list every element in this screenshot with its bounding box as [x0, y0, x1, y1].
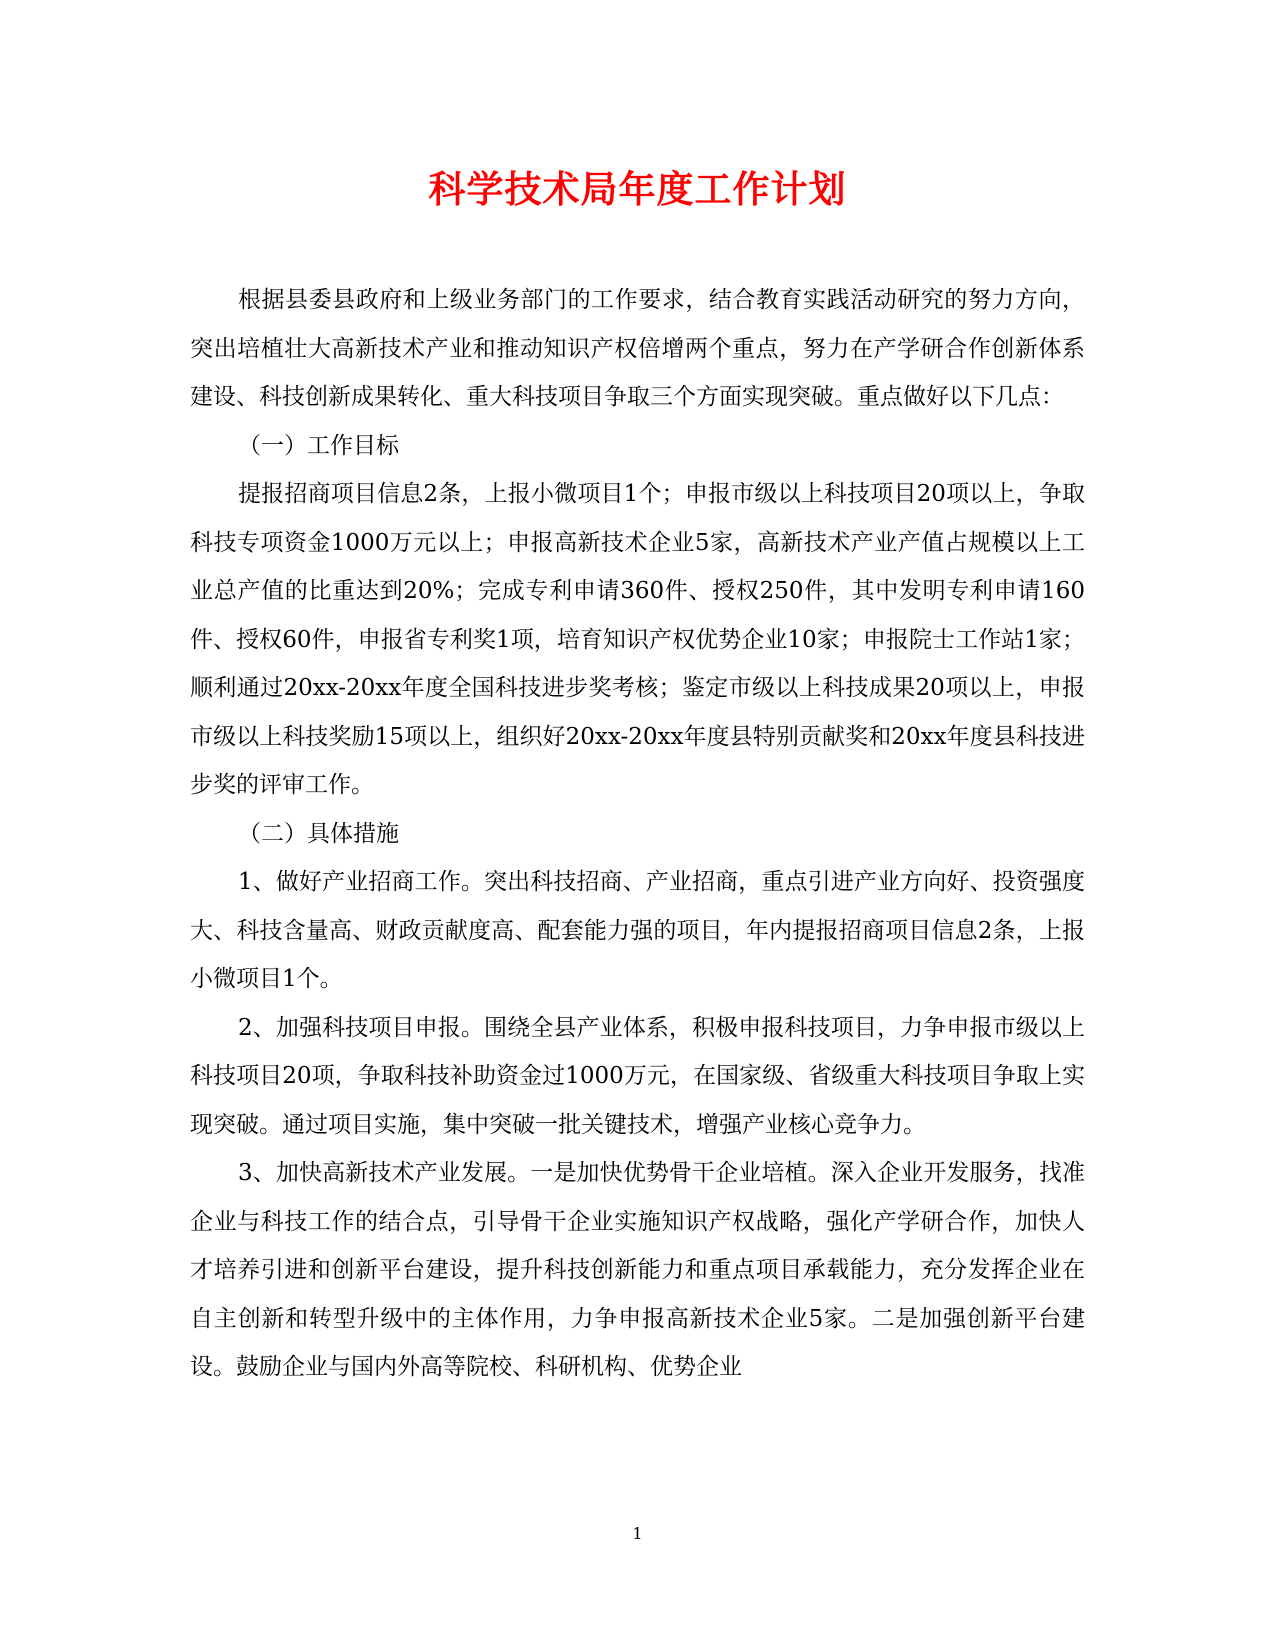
measure-paragraph-2: 2、加强科技项目申报。围绕全县产业体系，积极申报科技项目，力争申报市级以上科技项目20项，争取科技补助资金过1000万元，在国家级、省级重大科技项目争取上实现突破。通过项目实施，集中突破一批关键技术，增强产业核心竞争力。 [190, 1014, 1085, 1138]
measure-paragraph-3: 3、加快高新技术产业发展。一是加快优势骨干企业培植。深入企业开发服务，找准企业与科技工作的结合点，引导骨干企业实施知识产权战略，强化产学研合作，加快人才培养引进和创新平台建设，提升科技创新能力和重点项目承载能力，充分发挥企业在自主创新和转型升级中的主体作用，力争申报高新技术企业5家。二是加强创新平台建设。鼓励企业与国内外高等院校、科研机构、优势企业 [190, 1160, 1085, 1380]
measure-paragraph-1: 1、做好产业招商工作。突出科技招商、产业招商，重点引进产业方向好、投资强度大、科技含量高、财政贡献度高、配套能力强的项目，年内提报招商项目信息2条，上报小微项目1个。 [190, 869, 1085, 992]
document-title: 科学技术局年度工作计划 [428, 167, 847, 211]
goals-paragraph: 提报招商项目信息2条，上报小微项目1个；申报市级以上科技项目20项以上，争取科技专项资金1000万元以上；申报高新技术企业5家，高新技术产业产值占规模以上工业总产值的比重达到20%；完成专利申请360件、授权250件，其中发明专利申请160件、授权60件，申报省专利奖1项，培育知识产权优势企业10家；申报院士工作站1家；顺利通过20xx-20xx年度全国科技进步奖考核；鉴定市级以上科技成果20项以上，申报市级以上科技奖励15项以上，组织好20xx-20xx年度县特别贡献奖和20xx年度县科技进步奖的评审工作。 [190, 481, 1085, 798]
section-heading-goals: （一）工作目标 [238, 432, 399, 459]
section-heading-measures: （二）具体措施 [238, 820, 399, 847]
document-body [190, 276, 1085, 1392]
page-number: 1 [632, 1524, 643, 1543]
intro-paragraph: 根据县委县政府和上级业务部门的工作要求，结合教育实践活动研究的努力方向，突出培植壮大高新技术产业和推动知识产权倍增两个重点，努力在产学研合作创新体系建设、科技创新成果转化、重大科技项目争取三个方面实现突破。重点做好以下几点： [190, 287, 1085, 410]
